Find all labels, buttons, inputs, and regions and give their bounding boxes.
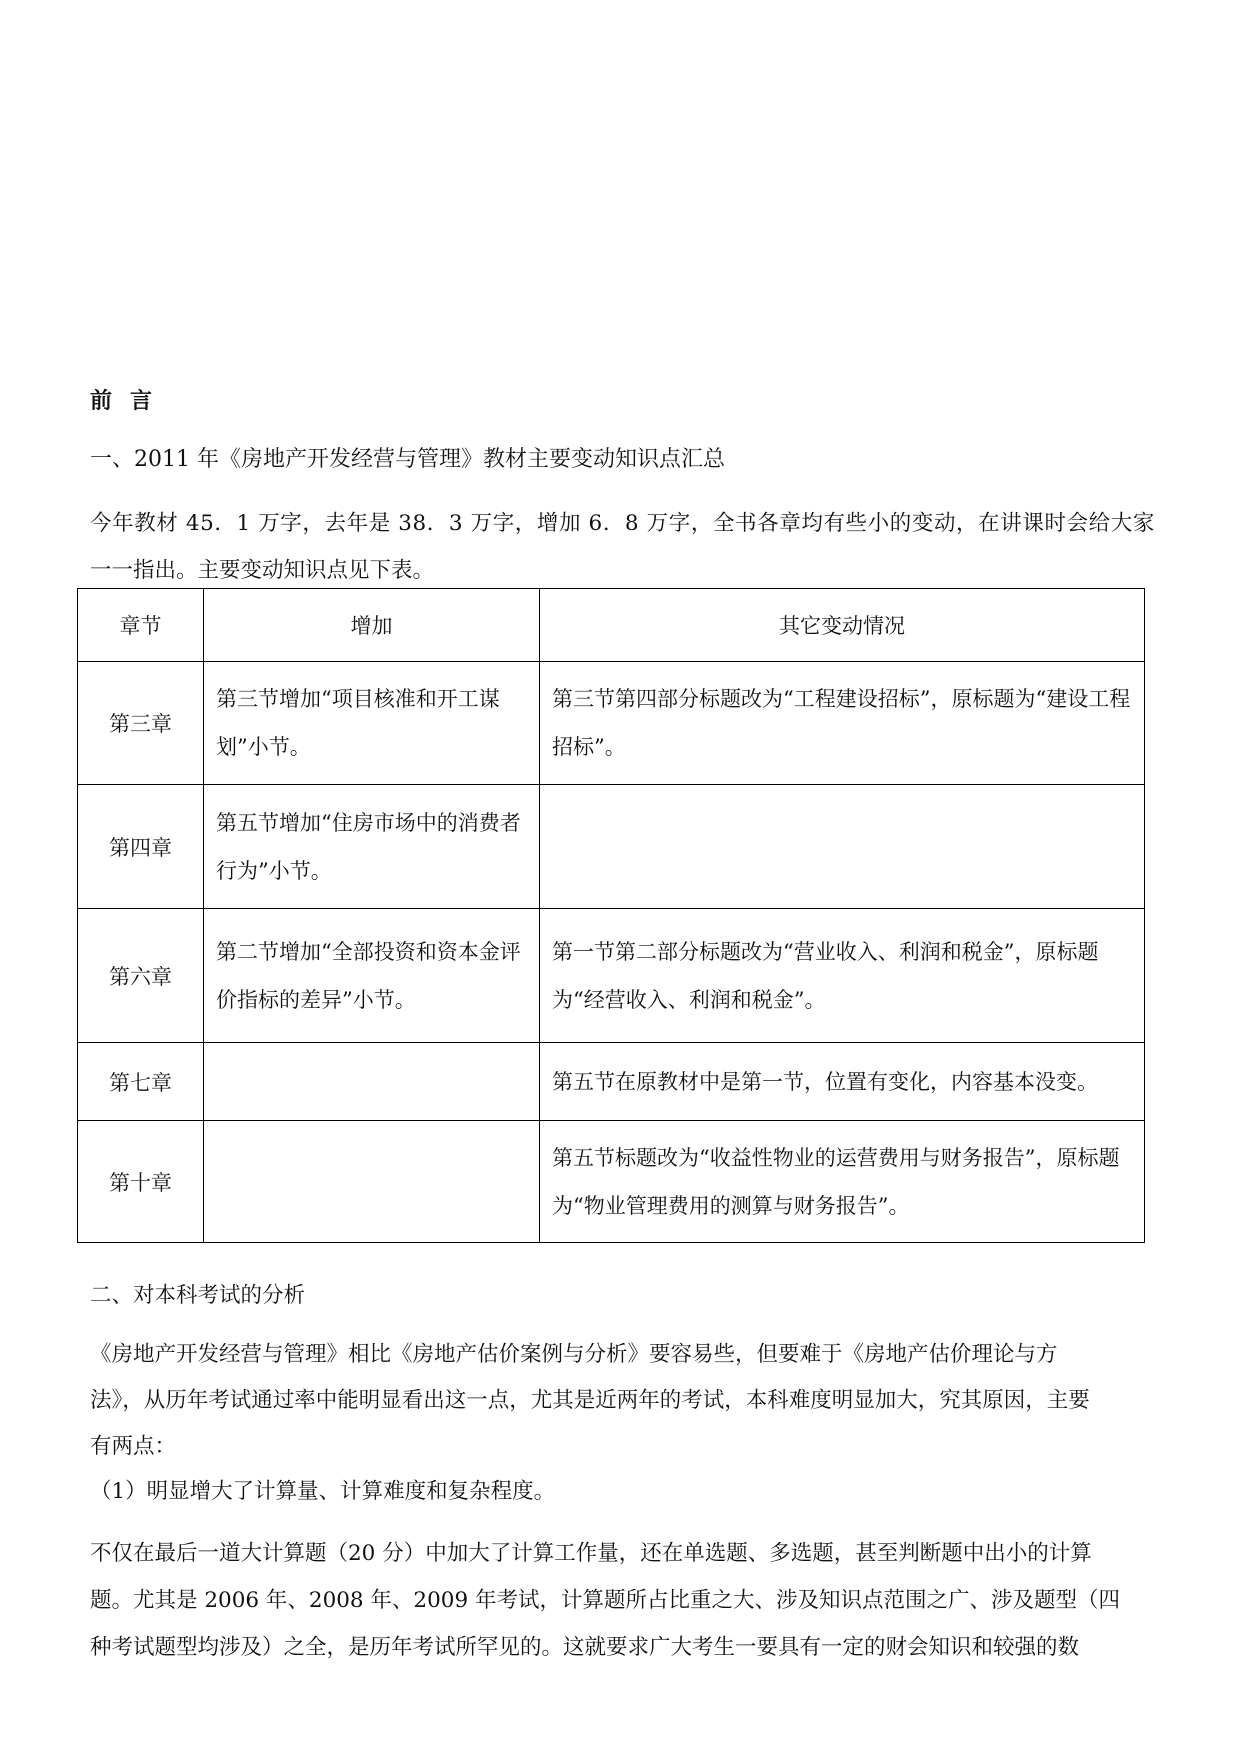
table-row: [78, 785, 1145, 909]
section2-paragraph: [90, 1332, 1150, 1470]
cell-other: 第五节标题改为“收益性物业的运营费用与财务报告”，原标题为“物业管理费用的测算与财务报告”。: [540, 1121, 1145, 1243]
section1-intro: [90, 500, 1155, 594]
cell-other: 第五节在原教材中是第一节，位置有变化，内容基本没变。: [540, 1043, 1145, 1121]
table-row: [78, 662, 1145, 785]
intro-line-2: 一一指出。主要变动知识点见下表。: [90, 558, 435, 583]
cell-added: [204, 1043, 540, 1121]
cell-other: 第一节第二部分标题改为“营业收入、利润和税金”，原标题为“经营收入、利润和税金”。: [540, 909, 1145, 1043]
table-row: [78, 1121, 1145, 1243]
paragraph-line: 不仅在最后一道大计算题（20 分）中加大了计算工作量，还在单选题、多选题，甚至判断题中出小的计算: [90, 1541, 1092, 1566]
preface-title: 前言: [90, 389, 171, 414]
table-row: [78, 1043, 1145, 1121]
cell-chapter: 第六章: [78, 909, 204, 1043]
paragraph-line: 题。尤其是 2006 年、2008 年、2009 年考试，计算题所占比重之大、涉及知识点范围之广、涉及题型（四: [90, 1588, 1120, 1613]
paragraph-line: 种考试题型均涉及）之全，是历年考试所罕见的。这就要求广大考生一要具有一定的财会知识和较强的数: [90, 1635, 1080, 1660]
point-1-heading: （1）明显增大了计算量、计算难度和复杂程度。: [90, 1479, 556, 1504]
cell-chapter: 第七章: [78, 1043, 204, 1121]
cell-chapter: 第十章: [78, 1121, 204, 1243]
cell-chapter: 第三章: [78, 662, 204, 785]
header-other: 其它变动情况: [540, 589, 1145, 662]
cell-added: 第二节增加“全部投资和资本金评价指标的差异”小节。: [204, 909, 540, 1043]
cell-other: [540, 785, 1145, 909]
paragraph-line: 有两点：: [90, 1434, 177, 1459]
cell-other: 第三节第四部分标题改为“工程建设招标”，原标题为“建设工程招标”。: [540, 662, 1145, 785]
table-header-row: [78, 589, 1145, 662]
intro-line-1: 今年教材 45．1 万字，去年是 38．3 万字，增加 6．8 万字，全书各章均有些小的变动，在讲课时会给大家: [90, 511, 1155, 536]
cell-chapter: 第四章: [78, 785, 204, 909]
section2-heading: 二、对本科考试的分析: [90, 1283, 306, 1308]
section1-heading: 一、2011 年《房地产开发经营与管理》教材主要变动知识点汇总: [90, 447, 725, 472]
paragraph-line: 《房地产开发经营与管理》相比《房地产估价案例与分析》要容易些，但要难于《房地产估价理论与方: [90, 1342, 1058, 1367]
header-chapter: 章节: [78, 589, 204, 662]
cell-added: 第五节增加“住房市场中的消费者行为”小节。: [204, 785, 540, 909]
table-row: [78, 909, 1145, 1043]
point-1-paragraph: [90, 1530, 1150, 1671]
paragraph-line: 法》，从历年考试通过率中能明显看出这一点，尤其是近两年的考试，本科难度明显加大，究其原因，主要: [90, 1388, 1090, 1413]
changes-table: [77, 588, 1145, 1243]
cell-added: [204, 1121, 540, 1243]
cell-added: 第三节增加“项目核准和开工谋划”小节。: [204, 662, 540, 785]
header-added: 增加: [204, 589, 540, 662]
